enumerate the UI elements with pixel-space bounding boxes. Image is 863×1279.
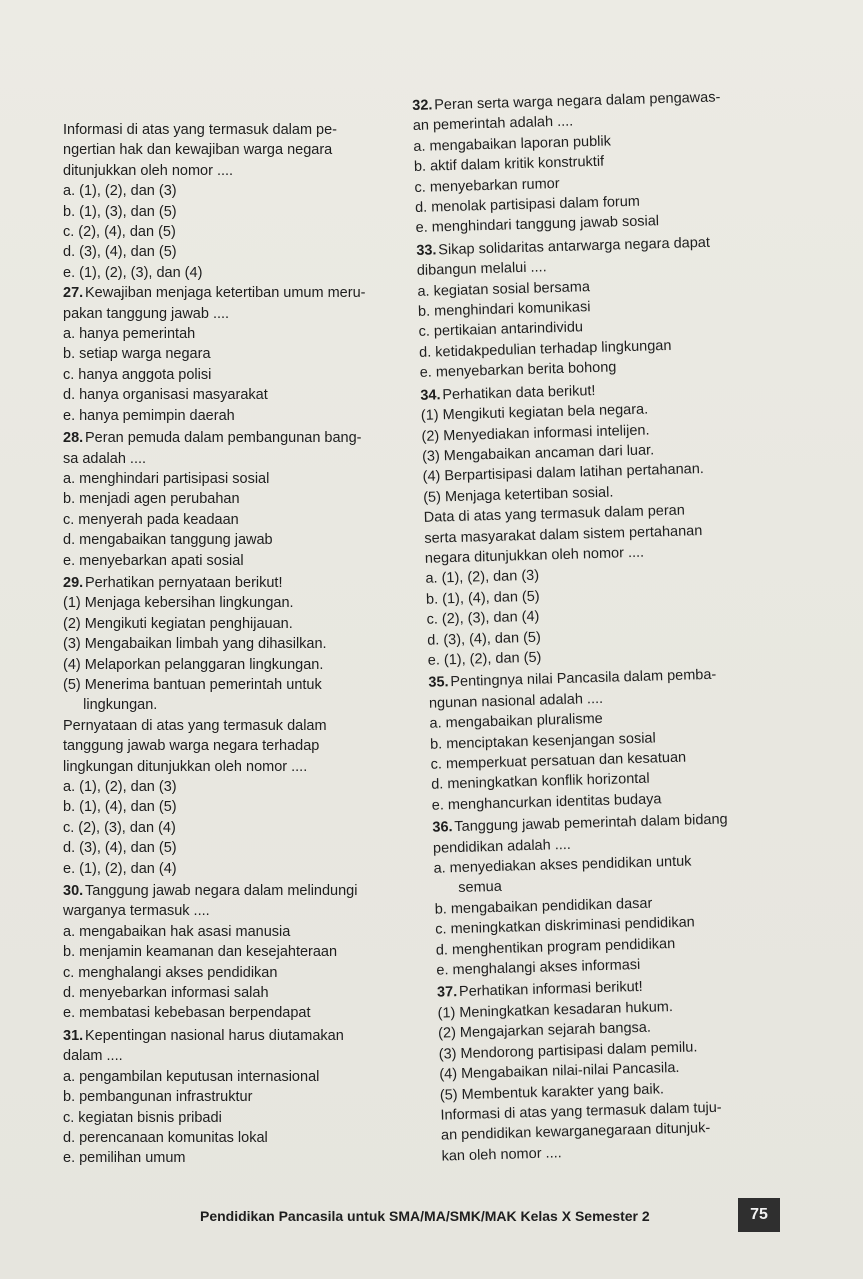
answer-option: b. menjamin keamanan dan kesejahteraan xyxy=(63,944,338,961)
answer-option: a. pengambilan keputusan internasional xyxy=(63,1068,320,1085)
question-33 xyxy=(416,231,780,384)
question-30 xyxy=(63,881,393,1024)
answer-option: e. menghindari tanggung jawab sosial xyxy=(415,213,660,237)
answer-option: b. (1), (3), dan (5) xyxy=(63,203,177,220)
answer-option: b. pembangunan infrastruktur xyxy=(63,1089,253,1106)
page-number: 75 xyxy=(738,1198,780,1232)
statement-item: (1) Mengikuti kegiatan bela negara. xyxy=(420,401,649,424)
answer-option: e. menyebarkan apati sosial xyxy=(63,552,244,569)
question-stem: an pemerintah adalah .... xyxy=(412,113,574,135)
question-number: 27. xyxy=(63,285,84,302)
question-note: tanggung jawab warga negara terhadap xyxy=(63,738,320,755)
answer-option: a. hanya pemerintah xyxy=(63,326,196,343)
left-column xyxy=(63,120,393,1171)
answer-option: c. hanya anggota polisi xyxy=(63,366,212,383)
question-stem: Tanggung jawab negara dalam melindungi xyxy=(85,883,358,900)
answer-option: c. kegiatan bisnis pribadi xyxy=(63,1109,222,1126)
question-note: an pendidikan kewarganegaraan ditunjuk- xyxy=(440,1120,711,1144)
answer-option: e. membatasi kebebasan berpendapat xyxy=(63,1005,311,1022)
answer-option: c. menyebarkan rumor xyxy=(414,175,560,196)
statement-item: (4) Melaporkan pelanggaran lingkungan. xyxy=(63,656,324,673)
answer-option: b. menjadi agen perubahan xyxy=(63,491,240,508)
statement-item: (5) Membentuk karakter yang baik. xyxy=(439,1080,665,1104)
answer-option: e. (1), (2), (3), dan (4) xyxy=(63,264,203,281)
answer-option: a. mengabaikan hak asasi manusia xyxy=(63,923,291,940)
question-stem: pakan tanggung jawab .... xyxy=(63,305,230,322)
answer-option: a. mengabaikan laporan publik xyxy=(413,133,612,155)
answer-option: d. perencanaan komunitas lokal xyxy=(63,1129,268,1146)
answer-option: semua xyxy=(433,879,503,898)
statement-item: (1) Meningkatkan kesadaran hukum. xyxy=(437,998,674,1022)
statement-item: (2) Menyediakan informasi intelijen. xyxy=(421,422,650,445)
answer-option: a. (1), (2), dan (3) xyxy=(63,779,177,795)
answer-option: a. menghindari partisipasi sosial xyxy=(63,470,270,487)
question-number: 30. xyxy=(63,883,84,900)
question-stem: ngunan nasional adalah .... xyxy=(428,690,604,712)
question-number: 31. xyxy=(63,1027,84,1044)
answer-option: d. meningkatkan konflik horizontal xyxy=(431,771,650,794)
answer-option: d. menghentikan program pendidikan xyxy=(435,935,676,959)
question-stem: dalam .... xyxy=(63,1048,123,1065)
question-number: 28. xyxy=(63,430,84,447)
statement-item: (4) Mengabaikan nilai-nilai Pancasila. xyxy=(439,1060,680,1083)
statement-item: lingkungan. xyxy=(63,697,158,714)
right-column xyxy=(412,86,802,1169)
answer-option: a. (1), (2), dan (3) xyxy=(63,183,177,200)
question-number: 34. xyxy=(420,387,441,404)
answer-option: e. menghalangi akses informasi xyxy=(436,957,641,979)
question-number: 37. xyxy=(436,984,458,1002)
question-32 xyxy=(412,86,776,239)
answer-option: e. hanya pemimpin daerah xyxy=(63,407,235,424)
question-28 xyxy=(63,428,393,571)
answer-option: c. (2), (4), dan (5) xyxy=(63,224,176,241)
answer-option: c. pertikaian antarindividu xyxy=(418,319,584,341)
statement-item: (4) Berpartisipasi dalam latihan pertahanan. xyxy=(422,461,705,486)
answer-option: d. (3), (4), dan (5) xyxy=(63,244,177,261)
question-number: 36. xyxy=(432,819,453,836)
answer-option: a. kegiatan sosial bersama xyxy=(417,278,591,300)
answer-option: b. (1), (4), dan (5) xyxy=(63,799,177,816)
answer-option: b. setiap warga negara xyxy=(63,346,211,363)
question-stem: dibangun melalui .... xyxy=(416,259,547,280)
question-stem: Kewajiban menjaga ketertiban umum meru- xyxy=(85,285,366,302)
statement-item: (3) Mengabaikan limbah yang dihasilkan. xyxy=(63,636,327,653)
question-stem: Sikap solidaritas antarwarga negara dapat xyxy=(438,234,711,259)
statement-item: (5) Menerima bantuan pemerintah untuk xyxy=(63,676,322,693)
answer-option: d. ketidakpedulian terhadap lingkungan xyxy=(418,337,672,361)
answer-option: b. menghindari komunikasi xyxy=(417,299,591,320)
question-note: Data di atas yang termasuk dalam peran xyxy=(423,502,686,526)
answer-option: d. (3), (4), dan (5) xyxy=(426,629,542,649)
answer-option: d. hanya organisasi masyarakat xyxy=(63,387,268,404)
answer-option: e. (1), (2), dan (4) xyxy=(63,860,177,877)
question-note: kan oleh nomor .... xyxy=(441,1144,562,1165)
statement-item: (5) Menjaga ketertiban sosial. xyxy=(422,484,614,506)
answer-option: e. menghancurkan identitas budaya xyxy=(431,791,662,814)
answer-option: e. (1), (2), dan (5) xyxy=(427,649,542,669)
question-note: Pernyataan di atas yang termasuk dalam xyxy=(63,717,327,734)
answer-option: c. menghalangi akses pendidikan xyxy=(63,964,278,981)
question-stem: Peran pemuda dalam pembangunan bang- xyxy=(85,430,362,447)
statement-item: (2) Mengikuti kegiatan penghijauan. xyxy=(63,615,293,632)
question-number: 33. xyxy=(416,242,437,259)
answer-option: a. (1), (2), dan (3) xyxy=(425,567,540,588)
answer-option: b. menciptakan kesenjangan sosial xyxy=(429,730,656,753)
question-stem: Perhatikan informasi berikut! xyxy=(458,979,643,1001)
question-29 xyxy=(63,573,393,879)
answer-option: d. (3), (4), dan (5) xyxy=(63,840,177,857)
answer-option: c. (2), (3), dan (4) xyxy=(63,819,176,836)
question-note: serta masyarakat dalam sistem pertahanan xyxy=(424,522,703,547)
answer-option: e. pemilihan umum xyxy=(63,1150,186,1167)
question-stem: Pentingnya nilai Pancasila dalam pemba- xyxy=(450,667,717,691)
question-number: 32. xyxy=(412,97,433,114)
intro-line: ngertian hak dan kewajiban warga negara xyxy=(63,142,333,159)
answer-option: d. mengabaikan tanggung jawab xyxy=(63,532,273,549)
question-36 xyxy=(432,808,796,981)
answer-option: b. aktif dalam kritik konstruktif xyxy=(413,153,605,176)
question-34 xyxy=(420,376,788,672)
question-stem: pendidikan adalah .... xyxy=(432,836,572,857)
question-stem: Peran serta warga negara dalam pengawas- xyxy=(434,89,721,114)
question-37 xyxy=(437,973,802,1167)
statement-item: (3) Mengabaikan ancaman dari luar. xyxy=(421,442,655,465)
intro-block xyxy=(63,120,393,283)
answer-option: c. menyerah pada keadaan xyxy=(63,511,239,528)
question-stem: Perhatikan pernyataan berikut! xyxy=(85,574,283,591)
answer-option: d. menolak partisipasi dalam forum xyxy=(414,193,641,216)
statement-item: (2) Mengajarkan sejarah bangsa. xyxy=(437,1019,652,1042)
answer-option: a. mengabaikan pluralisme xyxy=(429,711,603,732)
question-35 xyxy=(428,663,792,816)
question-31 xyxy=(63,1026,393,1169)
answer-option: d. menyebarkan informasi salah xyxy=(63,985,269,1002)
question-stem: warganya termasuk .... xyxy=(63,903,210,920)
intro-line: ditunjukkan oleh nomor .... xyxy=(63,162,234,179)
answer-option: c. (2), (3), dan (4) xyxy=(426,608,540,628)
question-number: 35. xyxy=(428,674,449,692)
question-27 xyxy=(63,283,393,426)
question-stem: Perhatikan data berikut! xyxy=(442,382,596,403)
answer-option: a. menyediakan akses pendidikan untuk xyxy=(433,853,692,877)
question-stem: Tanggung jawab pemerintah dalam bidang xyxy=(454,811,728,836)
answer-option: e. menyebarkan berita bohong xyxy=(419,359,617,382)
question-note: Informasi di atas yang termasuk dalam tuju- xyxy=(440,1099,722,1124)
answer-option: c. memperkuat persatuan dan kesatuan xyxy=(430,749,687,773)
answer-option: c. meningkatkan diskriminasi pendidikan xyxy=(435,914,695,938)
answer-option: b. (1), (4), dan (5) xyxy=(425,588,540,608)
page-footer: Pendidikan Pancasila untuk SMA/MA/SMK/MAK Kelas X Semester 2 xyxy=(200,1208,650,1224)
question-note: lingkungan ditunjukkan oleh nomor .... xyxy=(63,758,308,775)
question-number: 29. xyxy=(63,574,84,591)
intro-line: Informasi di atas yang termasuk dalam pe- xyxy=(63,122,338,138)
answer-option: b. mengabaikan pendidikan dasar xyxy=(434,895,653,918)
question-stem: Kepentingan nasional harus diutamakan xyxy=(85,1027,344,1044)
statement-item: (3) Mendorong partisipasi dalam pemilu. xyxy=(438,1039,698,1063)
statement-item: (1) Menjaga kebersihan lingkungan. xyxy=(63,595,294,612)
question-stem: sa adalah .... xyxy=(63,450,147,467)
question-note: negara ditunjukkan oleh nomor .... xyxy=(424,544,645,567)
